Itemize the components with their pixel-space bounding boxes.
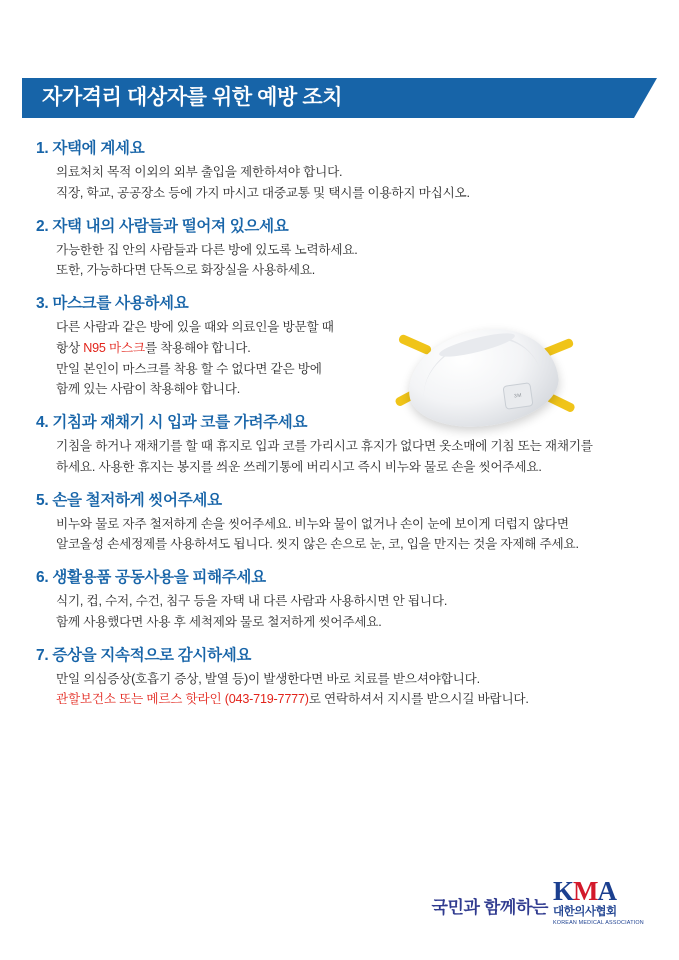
item-7-line-1: 만일 의심증상(호흡기 증상, 발열 등)이 발생한다면 바로 치료를 받으셔야합니다. [56, 671, 480, 686]
hotline-highlight: 관할보건소 또는 메르스 핫라인 (043-719-7777) [56, 692, 309, 707]
item-4-heading: 4. 기침과 재채기 시 입과 코를 가려주세요 [36, 414, 308, 432]
item-6-line-2: 함께 사용했다면 사용 후 세척제와 물로 철저하게 씻어주세요. [56, 614, 382, 629]
item-4-line-1: 기침을 하거나 재채기를 할 때 휴지로 입과 코를 가리시고 휴지가 없다면 옷소매에 기침 또는 재채기를 [56, 439, 593, 454]
mask-brand-label: 3M [502, 382, 533, 410]
item-1-line-1: 의료처치 목적 이외의 외부 출입을 제한하셔야 합니다. [56, 165, 343, 179]
item-6-body [36, 591, 648, 633]
list-item [36, 488, 648, 556]
list-item [36, 214, 648, 282]
item-3-line-2-prefix: 항상 [56, 340, 84, 355]
item-7-body [36, 669, 648, 711]
item-5-body [36, 514, 648, 556]
list-item [36, 643, 648, 711]
item-3-line-4: 함께 있는 사람이 착용해야 합니다. [56, 382, 241, 397]
item-2-line-1: 가능한한 집 안의 사람들과 다른 방에 있도록 노력하세요. [56, 242, 358, 257]
item-6-heading: 6. 생활용품 공동사용을 피해주세요 [36, 569, 266, 587]
mask-type-highlight: N95 마스크 [83, 340, 145, 355]
list-item [36, 136, 648, 204]
list-item [36, 565, 648, 633]
item-5-line-1: 비누와 물로 자주 철저하게 손을 씻어주세요. 비누와 물이 없거나 손이 눈에 보이게 더럽지 않다면 [56, 516, 569, 531]
item-3-heading: 3. 마스크를 사용하세요 [36, 295, 189, 313]
item-2-body [36, 240, 648, 282]
item-3-line-2-suffix: 를 착용해야 합니다. [144, 340, 251, 355]
item-3-line-1: 다른 사람과 같은 방에 있을 때와 의료인을 방문할 때 [56, 320, 334, 335]
footer [0, 875, 679, 930]
item-5-line-2: 알코올성 손세정제를 사용하셔도 됩니다. 씻지 않은 손으로 눈, 코, 입을 만지는 것을 자제해 주세요. [56, 537, 579, 552]
item-4-body [36, 436, 648, 478]
kma-logo-korean: 대한의사협회 [553, 905, 617, 918]
mask-strap-upper-left [398, 333, 433, 355]
kma-logo-mark [553, 875, 657, 906]
footer-slogan: 국민과 함께하는 [431, 898, 548, 917]
item-7-line-2-suffix: 로 연락하셔서 지시를 받으시길 바랍니다. [308, 692, 529, 707]
header-banner [22, 78, 657, 118]
n95-mask-image [378, 318, 588, 438]
kma-logo-a: A [597, 875, 616, 906]
kma-logo-m: M [573, 875, 598, 906]
kma-logo-english: KOREAN MEDICAL ASSOCIATION [553, 919, 644, 926]
item-1-line-2: 직장, 학교, 공공장소 등에 가지 마시고 대중교통 및 택시를 이용하지 마십시오. [56, 185, 470, 200]
item-3-line-2 [56, 338, 386, 359]
item-7-heading: 7. 증상을 지속적으로 감시하세요 [36, 646, 252, 664]
page-title: 자가격리 대상자를 위한 예방 조치 [42, 86, 343, 109]
item-5-heading: 5. 손을 철저하게 씻어주세요 [36, 491, 222, 509]
item-3-line-3: 만일 본인이 마스크를 착용 할 수 없다면 같은 방에 [56, 361, 322, 376]
item-7-line-2 [56, 689, 648, 710]
item-2-line-2: 또한, 가능하다면 단독으로 화장실을 사용하세요. [56, 263, 316, 278]
item-1-heading: 1. 자택에 계세요 [36, 140, 145, 157]
item-4-line-2: 하세요. 사용한 휴지는 봉지를 씌운 쓰레기통에 버리시고 즉시 비누와 물로 손을 씻어주세요. [56, 459, 542, 474]
item-6-line-1: 식기, 컵, 수저, 수건, 침구 등을 자택 내 다른 사람과 사용하시면 안 됩니다. [56, 594, 448, 609]
item-3-body [36, 317, 386, 400]
item-1-body [36, 162, 648, 204]
kma-logo [553, 875, 657, 926]
item-2-heading: 2. 자택 내의 사람들과 떨어져 있으세요 [36, 217, 289, 235]
header-banner-corner [634, 78, 657, 118]
kma-logo-k: K [553, 875, 574, 906]
